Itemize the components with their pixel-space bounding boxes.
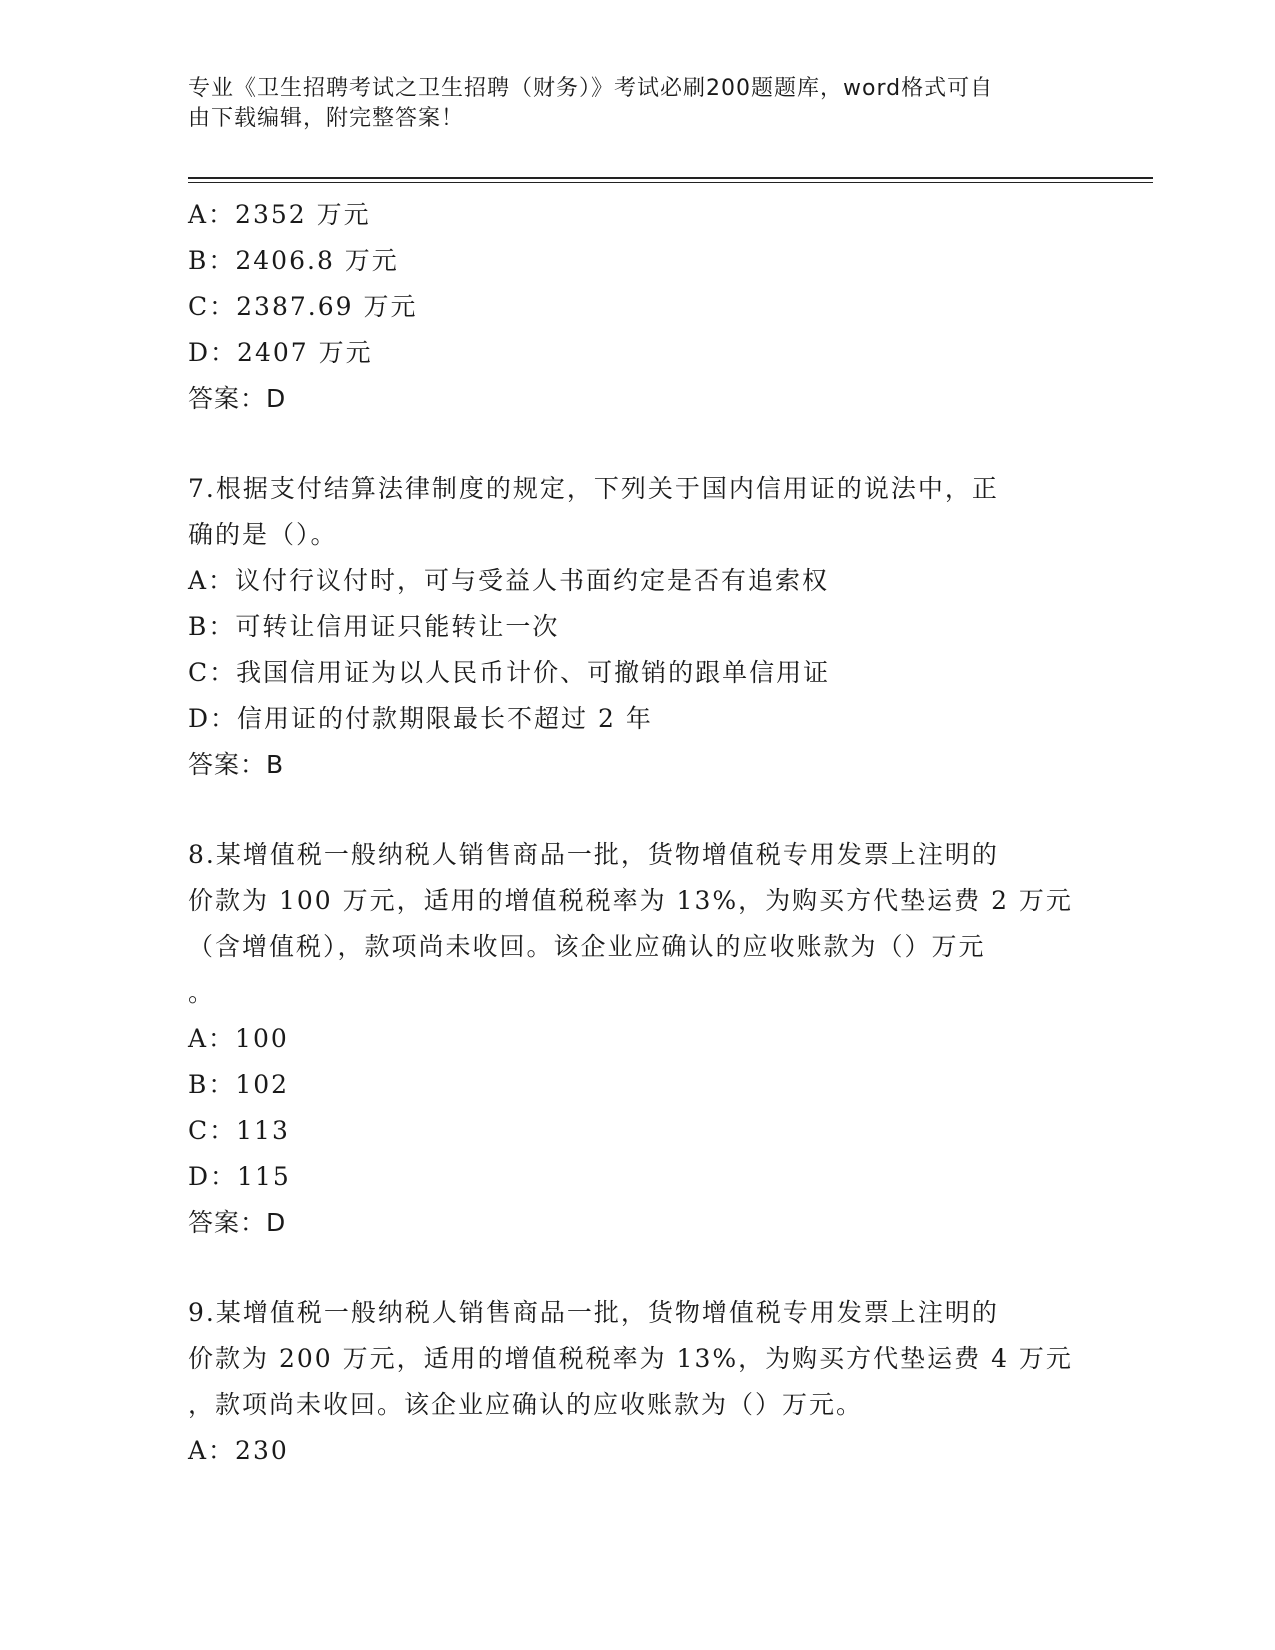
question-stem: 价款为 200 万元，适用的增值税税率为 13%，为购买方代垫运费 4 万元	[188, 1344, 1073, 1373]
question-list	[188, 192, 1088, 1474]
option-a: A：2352 万元	[188, 200, 371, 229]
answer-line: 答案：D	[188, 384, 287, 413]
header-title-line-1: 专业《卫生招聘考试之卫生招聘（财务）》考试必刷200题题库，word格式可自	[188, 76, 994, 101]
header-divider-thick	[188, 177, 1153, 179]
answer-line: 答案：B	[188, 750, 285, 779]
option-a: A：100	[188, 1024, 289, 1053]
header-title-line-2: 由下载编辑，附完整答案！	[188, 106, 465, 131]
question-block	[188, 192, 1088, 422]
option-d: D：115	[188, 1162, 291, 1191]
question-stem: 。	[188, 978, 216, 1007]
question-stem: 确的是（）。	[188, 520, 338, 549]
question-stem: 8.某增值税一般纳税人销售商品一批，货物增值税专用发票上注明的	[188, 840, 999, 869]
question-stem: ，款项尚未收回。该企业应确认的应收账款为（）万元。	[188, 1390, 864, 1419]
question-block	[188, 1290, 1088, 1474]
option-b: B：可转让信用证只能转让一次	[188, 612, 560, 641]
option-d: D：信用证的付款期限最长不超过 2 年	[188, 704, 653, 733]
question-block	[188, 466, 1088, 788]
header-divider-thin	[188, 182, 1153, 183]
question-stem: 价款为 100 万元，适用的增值税税率为 13%，为购买方代垫运费 2 万元	[188, 886, 1073, 915]
question-stem: 7.根据支付结算法律制度的规定，下列关于国内信用证的说法中，正	[188, 474, 999, 503]
question-stem: （含增值税），款项尚未收回。该企业应确认的应收账款为（）万元	[188, 932, 986, 961]
option-c: C：113	[188, 1116, 290, 1145]
option-b: B：102	[188, 1070, 290, 1099]
answer-line: 答案：D	[188, 1208, 287, 1237]
option-a: A：230	[188, 1436, 289, 1465]
document-header	[188, 74, 1068, 134]
option-c: C：我国信用证为以人民币计价、可撤销的跟单信用证	[188, 658, 831, 687]
question-block	[188, 832, 1088, 1246]
option-b: B：2406.8 万元	[188, 246, 399, 275]
option-a: A：议付行议付时，可与受益人书面约定是否有追索权	[188, 566, 830, 595]
option-c: C：2387.69 万元	[188, 292, 418, 321]
option-d: D：2407 万元	[188, 338, 373, 367]
question-stem: 9.某增值税一般纳税人销售商品一批，货物增值税专用发票上注明的	[188, 1298, 999, 1327]
